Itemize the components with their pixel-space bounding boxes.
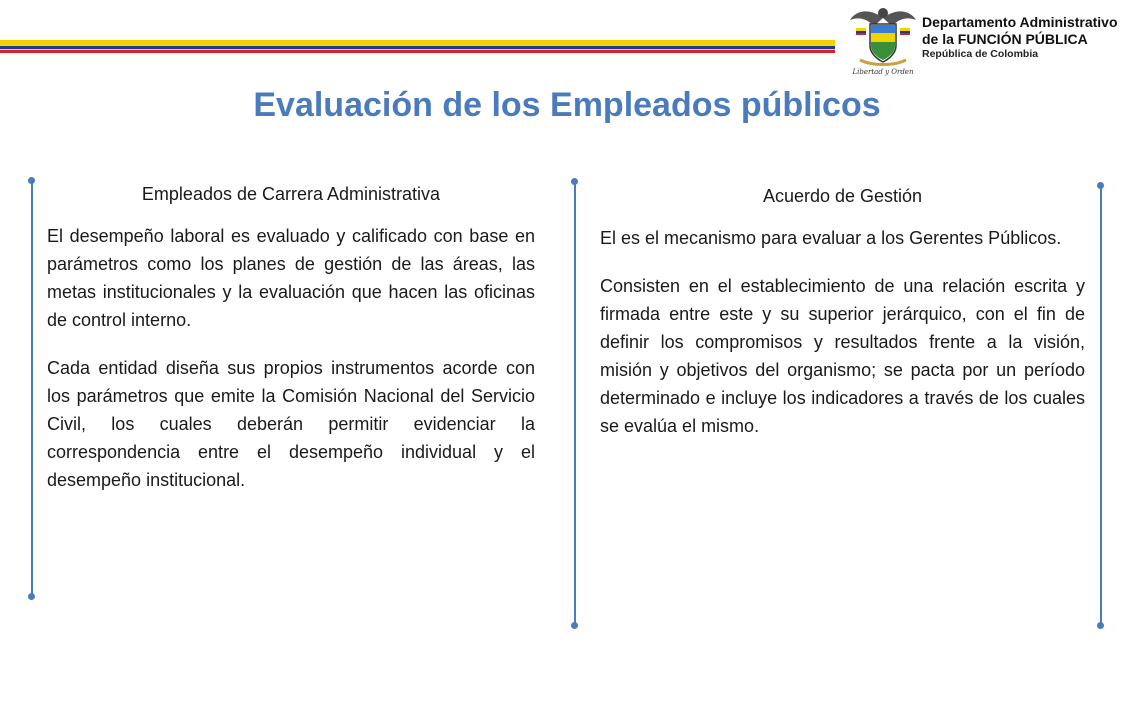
- flag-stripes: [0, 40, 835, 52]
- right-column: [600, 182, 1085, 460]
- right-paragraph-2: Consisten en el establecimiento de una relación escrita y firmada entre este y su superior jerárquico, con el fin de definir los compromisos y resultados frente a la visión, misión y objetivos del organismo; se pacta por un período determinado e incluye los indicadores a través de los cuales se evalúa el mismo.: [600, 276, 1085, 436]
- left-column-heading: Empleados de Carrera Administrativa: [141, 184, 441, 204]
- left-paragraph-2: Cada entidad diseña sus propios instrumentos acorde con los parámetros que emite la Comisión Nacional del Servicio Civil, los cuales deberán permitir evidenciar la correspondencia entre el desempeño individual y el desempeño institucional.: [47, 358, 535, 490]
- org-line-3: República de Colombia: [922, 48, 1039, 60]
- right-column-heading: Acuerdo de Gestión: [762, 186, 923, 206]
- org-line-1: Departamento Administrativo: [922, 14, 1118, 30]
- divider-dot: [571, 622, 578, 629]
- page-title: Evaluación de los Empleados públicos: [253, 86, 881, 124]
- left-paragraph-1: El desempeño laboral es evaluado y calificado con base en parámetros como los planes de gestión de las áreas, las metas institucionales y la evaluación que hacen las oficinas de control interno.: [47, 226, 535, 330]
- seal-motto: Libertad y Orden: [852, 68, 914, 76]
- divider-dot: [1097, 182, 1104, 189]
- left-column: [47, 180, 535, 514]
- stripe-red: [0, 50, 835, 53]
- divider-right: [1100, 186, 1102, 626]
- org-line-2: de la FUNCIÓN PÚBLICA: [922, 31, 1088, 47]
- divider-dot: [28, 593, 35, 600]
- divider-dot: [28, 177, 35, 184]
- divider-left: [31, 181, 33, 596]
- coat-of-arms-icon: [848, 4, 918, 80]
- header-logo: [848, 4, 1128, 80]
- divider-dot: [1097, 622, 1104, 629]
- org-name: [922, 14, 1118, 61]
- right-paragraph-1: El es el mecanismo para evaluar a los Gerentes Públicos.: [600, 228, 1062, 248]
- divider-dot: [571, 178, 578, 185]
- divider-middle: [574, 182, 576, 626]
